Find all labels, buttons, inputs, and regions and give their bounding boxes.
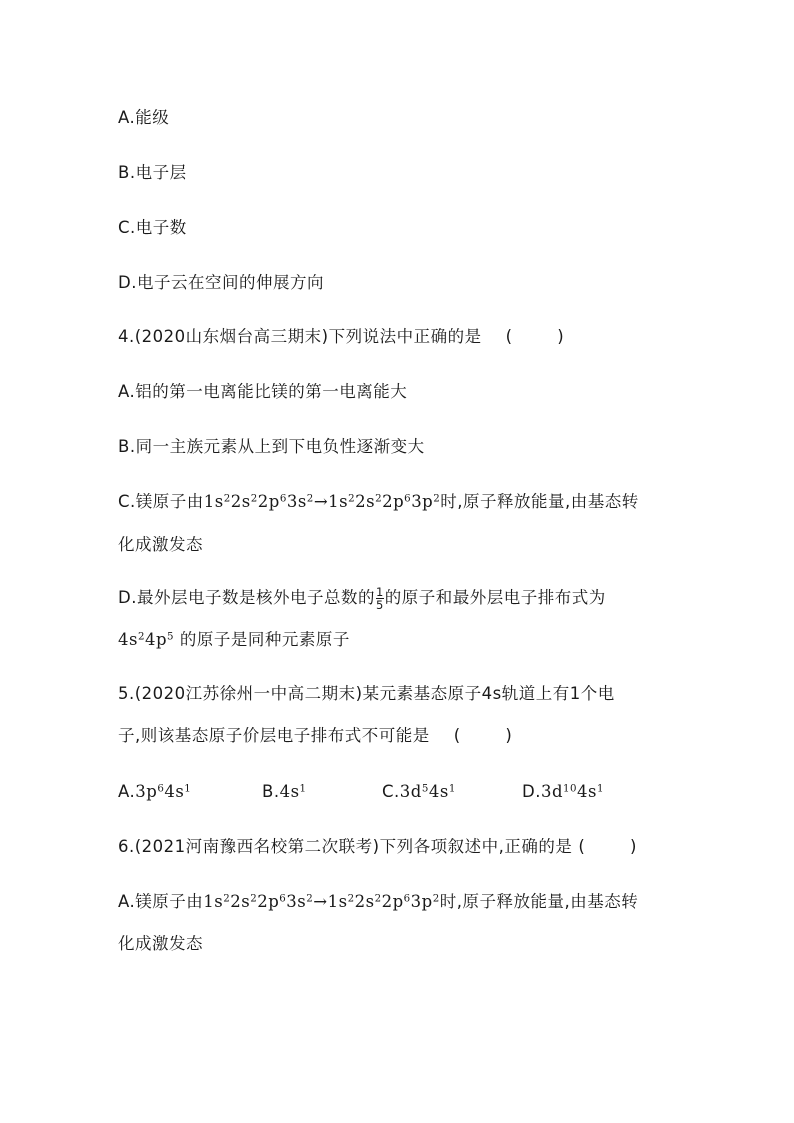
- q4-option-c: [118, 490, 639, 514]
- q5-option-c-label: C.: [382, 782, 400, 801]
- q5-option-a: [118, 780, 191, 804]
- q5-option-b-label: B.: [262, 782, 280, 801]
- q6-option-a-continued: 化成激发态: [118, 934, 203, 953]
- q5-option-c: [382, 780, 456, 804]
- q6-stem: [118, 835, 656, 859]
- q4-option-b: B.同一主族元素从上到下电负性逐渐变大: [118, 437, 425, 456]
- fraction-one-fifth: [375, 584, 384, 612]
- q4-answer-blank: ( ): [505, 327, 584, 346]
- q5-stem-cont-text: 子,则该基态原子价层电子排布式不可能是: [118, 726, 430, 745]
- electron-config-formula: $3d^54s^1$: [399, 782, 456, 801]
- q4-c-suffix: 时,原子释放能量,由基态转: [440, 492, 639, 511]
- fraction-denominator: 5: [375, 597, 384, 612]
- q5-option-d: [522, 780, 604, 804]
- q3-option-b: B.电子层: [118, 163, 187, 182]
- q5-stem-continued: [118, 724, 532, 748]
- q4-option-c-continued: 化成激发态: [118, 535, 203, 554]
- q6-option-a: [118, 890, 638, 914]
- q6-a-suffix: 时,原子释放能量,由基态转: [439, 892, 639, 911]
- q4-d-suffix: 的原子和最外层电子排布式为: [384, 588, 606, 607]
- q4-stem-text: 4.(2020山东烟台高三期末)下列说法中正确的是: [118, 327, 482, 346]
- q3-option-d: D.电子云在空间的伸展方向: [118, 273, 324, 292]
- q5-option-a-label: A.: [118, 782, 136, 801]
- q3-option-c: C.电子数: [118, 218, 187, 237]
- q5-options-row: [118, 780, 678, 804]
- q6-a-prefix: A.镁原子由: [118, 892, 204, 911]
- q5-option-d-label: D.: [522, 782, 541, 801]
- electron-config-formula: $1s^22s^22p^63s^2\to 1s^22s^22p^63p^2$: [203, 892, 440, 911]
- electron-config-formula: $4s^1$: [279, 782, 307, 801]
- electron-config-formula: $3p^64s^1$: [135, 782, 192, 801]
- electron-config-formula: $4s^24p^5$: [118, 630, 175, 649]
- q6-stem-text: 6.(2021河南豫西名校第二次联考)下列各项叙述中,正确的是: [118, 837, 573, 856]
- fraction-numerator: 1: [375, 584, 384, 599]
- q6-answer-blank: ( ): [578, 837, 657, 856]
- q4-c-prefix: C.镁原子由: [118, 492, 204, 511]
- q4-option-a: A.铝的第一电离能比镁的第一电离能大: [118, 382, 408, 401]
- q5-answer-blank: ( ): [453, 726, 532, 745]
- q4-stem: [118, 325, 584, 349]
- q3-option-a: A.能级: [118, 108, 170, 127]
- q4-option-d-continued: [118, 628, 350, 652]
- q4-d-cont-suffix: 的原子是同种元素原子: [179, 630, 350, 649]
- q4-d-prefix: D.最外层电子数是核外电子总数的: [118, 588, 375, 607]
- electron-config-formula: $3d^{10}4s^1$: [540, 782, 605, 801]
- electron-config-formula: $1s^22s^22p^63s^2\to 1s^22s^22p^63p^2$: [203, 492, 441, 511]
- q5-option-b: [262, 780, 307, 804]
- q5-stem: 5.(2020江苏徐州一中高二期末)某元素基态原子4s轨道上有1个电: [118, 684, 615, 703]
- q4-option-d: [118, 586, 606, 611]
